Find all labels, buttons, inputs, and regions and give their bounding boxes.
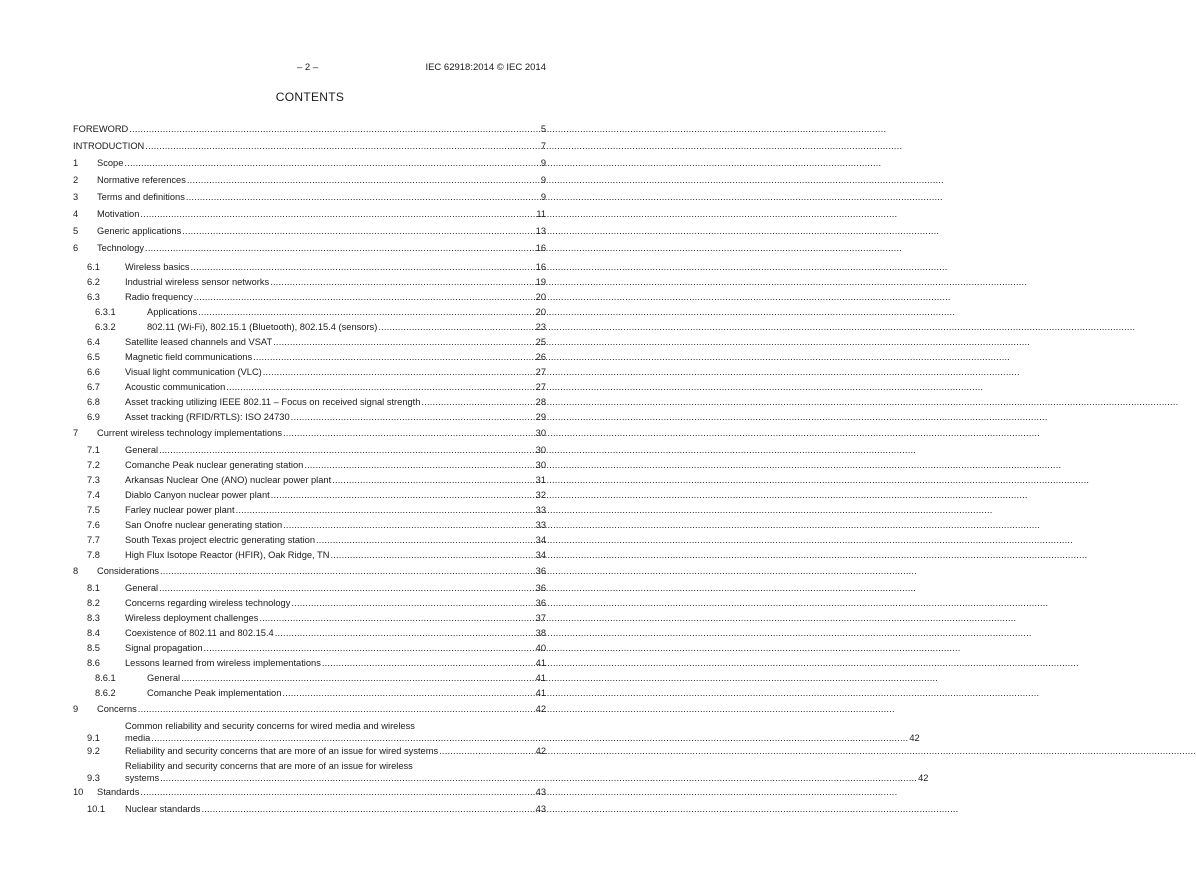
toc-entry-number: 10	[73, 787, 84, 797]
toc-entry-page: 41	[535, 658, 546, 668]
toc-entry-number: 9	[73, 704, 79, 714]
toc-entry-number: 5	[73, 226, 79, 236]
toc-entry[interactable]	[73, 381, 546, 393]
toc-entry-title: San Onofre nuclear generating station	[125, 520, 283, 530]
toc-entry[interactable]	[73, 582, 546, 594]
toc-entry[interactable]	[73, 225, 546, 237]
toc-entry-page: 38	[535, 628, 546, 638]
toc-entry[interactable]	[73, 504, 546, 516]
dot-leader	[151, 732, 908, 744]
toc-entry-title: General	[125, 445, 159, 455]
dot-leader	[182, 225, 939, 237]
toc-entry-number: 8.1	[87, 583, 100, 593]
dot-leader	[186, 191, 943, 203]
toc-entry-number: 7.7	[87, 535, 100, 545]
toc-entry[interactable]	[73, 321, 546, 333]
toc-entry-number: 8	[73, 566, 79, 576]
toc-entry-title: Visual light communication (VLC)	[125, 367, 262, 377]
toc-entry-title: Radio frequency	[125, 292, 193, 302]
toc-entry-title: Lessons learned from wireless implementations	[125, 658, 321, 668]
document-reference: IEC 62918:2014 © IEC 2014	[425, 62, 546, 73]
toc-entry-number: 9.1	[87, 733, 100, 743]
toc-entry-number: 8.6.1	[95, 673, 116, 683]
toc-entry[interactable]	[73, 123, 546, 135]
dot-leader	[263, 366, 1020, 378]
dot-leader	[181, 672, 938, 684]
toc-entry[interactable]	[73, 261, 546, 273]
dot-leader	[291, 411, 1048, 423]
toc-entry-title: Comanche Peak nuclear generating station	[125, 460, 304, 470]
toc-entry-number: 7.1	[87, 445, 100, 455]
toc-entry-number: 1	[73, 158, 79, 168]
toc-entry-number: 6.3.2	[95, 322, 116, 332]
dot-leader	[124, 157, 881, 169]
dot-leader	[282, 687, 1039, 699]
toc-entry[interactable]	[73, 687, 546, 699]
toc-entry-title: INTRODUCTION	[73, 141, 145, 151]
toc-entry-title: Diablo Canyon nuclear power plant	[125, 490, 270, 500]
toc-entry-number: 3	[73, 192, 79, 202]
dot-leader	[316, 534, 1073, 546]
toc-entry-title: Arkansas Nuclear One (ANO) nuclear power plant	[125, 475, 332, 485]
toc-entry-page: 16	[535, 243, 546, 253]
toc-entry[interactable]	[73, 703, 546, 715]
toc-entry-number: 9.2	[87, 746, 100, 756]
toc-entry-page: 7	[540, 141, 546, 151]
toc-entry-number: 8.6.2	[95, 688, 116, 698]
toc-entry-title: Reliability and security concerns that are more of an issue for wired systems	[125, 746, 439, 756]
toc-entry-page: 42	[918, 773, 929, 783]
dot-leader	[330, 549, 1087, 561]
dot-leader	[236, 504, 993, 516]
dot-leader	[259, 612, 1016, 624]
dot-leader	[140, 786, 897, 798]
toc-entry-title-line1: Common reliability and security concerns for wired media and wireless	[125, 721, 415, 731]
toc-entry-title: Signal propagation	[125, 643, 203, 653]
toc-entry[interactable]	[73, 565, 546, 577]
toc-entry-page: 36	[535, 598, 546, 608]
toc-entry-title: Generic applications	[97, 226, 182, 236]
dot-leader	[145, 140, 902, 152]
toc-entry-number: 6.7	[87, 382, 100, 392]
toc-entry-title: Magnetic field communications	[125, 352, 253, 362]
toc-entry-page: 30	[535, 428, 546, 438]
toc-entry-title: Asset tracking (RFID/RTLS): ISO 24730	[125, 412, 290, 422]
toc-entry-title: Comanche Peak implementation	[147, 688, 282, 698]
toc-entry-title: Concerns regarding wireless technology	[125, 598, 291, 608]
toc-entry-number: 7.4	[87, 490, 100, 500]
toc-entry-title: Wireless deployment challenges	[125, 613, 259, 623]
toc-entry-page: 16	[535, 262, 546, 272]
toc-entry-number: 8.2	[87, 598, 100, 608]
toc-entry-number: 8.4	[87, 628, 100, 638]
toc-entry-number: 6.8	[87, 397, 100, 407]
toc-entry-title-line2: media	[125, 733, 151, 743]
toc-entry-number: 7	[73, 428, 79, 438]
toc-entry[interactable]	[73, 745, 546, 757]
toc-entry[interactable]	[73, 396, 546, 408]
dot-leader	[332, 474, 1089, 486]
toc-entry[interactable]	[73, 444, 546, 456]
toc-entry[interactable]	[73, 174, 546, 186]
toc-entry[interactable]	[73, 760, 929, 784]
toc-entry-number: 7.6	[87, 520, 100, 530]
toc-entry-page: 34	[535, 535, 546, 545]
dot-leader	[145, 242, 902, 254]
toc-entry-title: Scope	[97, 158, 124, 168]
dot-leader	[140, 208, 897, 220]
dot-leader	[204, 642, 961, 654]
toc-entry[interactable]	[73, 336, 546, 348]
toc-entry-number: 6.4	[87, 337, 100, 347]
toc-entry-number: 6.5	[87, 352, 100, 362]
dot-leader	[191, 261, 948, 273]
dot-leader	[226, 381, 983, 393]
toc-entry-number: 8.3	[87, 613, 100, 623]
toc-entry[interactable]	[73, 549, 546, 561]
toc-entry-number: 8.6	[87, 658, 100, 668]
dot-leader	[253, 351, 1010, 363]
toc-entry-page: 37	[535, 613, 546, 623]
toc-entry-title: Motivation	[97, 209, 140, 219]
toc-entry-page: 19	[535, 277, 546, 287]
toc-entry-number: 8.5	[87, 643, 100, 653]
toc-entry-title: Coexistence of 802.11 and 802.15.4	[125, 628, 274, 638]
toc-entry-title: General	[147, 673, 181, 683]
toc-entry-page: 29	[535, 412, 546, 422]
toc-entry-title-line2: systems	[125, 773, 160, 783]
contents-title: CONTENTS	[275, 90, 345, 104]
toc-entry[interactable]	[73, 803, 546, 815]
toc-entry[interactable]	[73, 157, 546, 169]
toc-entry-title: Satellite leased channels and VSAT	[125, 337, 273, 347]
toc-entry[interactable]	[73, 366, 546, 378]
toc-entry-number: 2	[73, 175, 79, 185]
toc-entry-page: 11	[536, 209, 546, 219]
dot-leader	[187, 174, 944, 186]
dot-leader	[160, 772, 917, 784]
toc-entry-page: 28	[535, 397, 546, 407]
toc-entry-page: 43	[535, 804, 546, 814]
toc-entry[interactable]	[73, 657, 546, 669]
dot-leader	[201, 803, 958, 815]
page-number: – 2 –	[297, 62, 319, 73]
toc-entry[interactable]	[73, 597, 546, 609]
toc-entry-title: Asset tracking utilizing IEEE 802.11 – Focus on received signal strength	[125, 397, 421, 407]
toc-entry-number: 4	[73, 209, 79, 219]
toc-entry-page: 27	[535, 367, 546, 377]
toc-entry-page: 42	[535, 746, 546, 756]
toc-entry-title: FOREWORD	[73, 124, 129, 134]
dot-leader	[304, 459, 1061, 471]
toc-entry[interactable]	[73, 291, 546, 303]
toc-entry-number: 6.1	[87, 262, 100, 272]
toc-entry-title: Nuclear standards	[125, 804, 201, 814]
dot-leader	[271, 489, 1028, 501]
toc-entry-title: Applications	[147, 307, 198, 317]
toc-entry-number: 6	[73, 243, 79, 253]
toc-entry[interactable]	[73, 720, 920, 744]
toc-entry-number: 10.1	[87, 804, 106, 814]
toc-entry-number: 6.6	[87, 367, 100, 377]
dot-leader	[129, 123, 886, 135]
toc-entry-page: 23	[535, 322, 546, 332]
toc-entry-title: Considerations	[97, 566, 160, 576]
toc-entry-page: 34	[535, 550, 546, 560]
toc-entry[interactable]	[73, 786, 546, 798]
toc-entry[interactable]	[73, 351, 546, 363]
toc-entry-page: 9	[540, 192, 546, 202]
toc-entry-page: 33	[535, 505, 546, 515]
toc-entry-page: 36	[535, 566, 546, 576]
toc-entry-page: 41	[535, 688, 546, 698]
toc-entry-number: 6.3	[87, 292, 100, 302]
toc-entry[interactable]	[73, 411, 546, 423]
toc-entry-page: 40	[535, 643, 546, 653]
toc-entry-number: 7.5	[87, 505, 100, 515]
toc-entry-page: 43	[535, 787, 546, 797]
toc-entry-number: 7.3	[87, 475, 100, 485]
toc-entry-page: 31	[535, 475, 546, 485]
toc-entry-page: 32	[535, 490, 546, 500]
toc-entry-page: 27	[535, 382, 546, 392]
dot-leader	[194, 291, 951, 303]
toc-entry-title: Standards	[97, 787, 140, 797]
toc-entry-title: Concerns	[97, 704, 137, 714]
toc-entry[interactable]	[73, 459, 546, 471]
toc-entry[interactable]	[73, 242, 546, 254]
toc-entry-page: 30	[535, 460, 546, 470]
toc-entry-page: 13	[535, 226, 546, 236]
toc-entry-page: 33	[535, 520, 546, 530]
toc-entry-title: Farley nuclear power plant	[125, 505, 235, 515]
dot-leader	[138, 703, 895, 715]
toc-entry-number: 6.3.1	[95, 307, 116, 317]
toc-entry[interactable]	[73, 140, 546, 152]
toc-entry-page: 20	[535, 292, 546, 302]
toc-entry-title-line1: Reliability and security concerns that are more of an issue for wireless	[125, 761, 413, 771]
dot-leader	[283, 519, 1040, 531]
toc-entry-page: 25	[535, 337, 546, 347]
toc-entry-title: Wireless basics	[125, 262, 190, 272]
toc-entry-page: 30	[535, 445, 546, 455]
toc-entry-title: High Flux Isotope Reactor (HFIR), Oak Ridge, TN	[125, 550, 330, 560]
toc-entry-title: Normative references	[97, 175, 186, 185]
dot-leader	[198, 306, 955, 318]
toc-entry-page: 36	[535, 583, 546, 593]
toc-entry[interactable]	[73, 519, 546, 531]
toc-entry[interactable]	[73, 306, 546, 318]
toc-entry[interactable]	[73, 191, 546, 203]
toc-entry-page: 42	[909, 733, 920, 743]
toc-entry-page: 26	[535, 352, 546, 362]
toc-entry-title: Terms and definitions	[97, 192, 185, 202]
toc-entry[interactable]	[73, 672, 546, 684]
toc-entry-page: 9	[540, 175, 546, 185]
dot-leader	[275, 627, 1032, 639]
dot-leader	[273, 336, 1030, 348]
toc-entry-number: 7.8	[87, 550, 100, 560]
dot-leader	[378, 321, 1135, 333]
toc-entry[interactable]	[73, 627, 546, 639]
toc-entry[interactable]	[73, 612, 546, 624]
toc-entry[interactable]	[73, 208, 546, 220]
toc-entry-page: 5	[540, 124, 546, 134]
toc-entry-title: 802.11 (Wi-Fi), 802.15.1 (Bluetooth), 802.15.4 (sensors)	[147, 322, 378, 332]
dot-leader	[270, 276, 1027, 288]
toc-entry[interactable]	[73, 474, 546, 486]
toc-entry-number: 6.9	[87, 412, 100, 422]
toc-entry-title: Current wireless technology implementations	[97, 428, 282, 438]
page-header	[0, 62, 620, 76]
toc-entry-page: 20	[535, 307, 546, 317]
toc-entry[interactable]	[73, 276, 546, 288]
toc-entry[interactable]	[73, 427, 546, 439]
toc-entry-number: 7.2	[87, 460, 100, 470]
toc-entry-page: 42	[535, 704, 546, 714]
toc-entry[interactable]	[73, 534, 546, 546]
toc-entry-number: 6.2	[87, 277, 100, 287]
dot-leader	[439, 745, 1196, 757]
toc-entry[interactable]	[73, 642, 546, 654]
toc-entry[interactable]	[73, 489, 546, 501]
toc-entry-page: 9	[540, 158, 546, 168]
toc-entry-page: 41	[535, 673, 546, 683]
toc-entry-title: General	[125, 583, 159, 593]
toc-entry-title: Technology	[97, 243, 145, 253]
toc-entry-title: Industrial wireless sensor networks	[125, 277, 270, 287]
toc-entry-title: Acoustic communication	[125, 382, 226, 392]
toc-entry-title: South Texas project electric generating station	[125, 535, 316, 545]
toc-entry-number: 9.3	[87, 773, 100, 783]
dot-leader	[322, 657, 1079, 669]
dot-leader	[283, 427, 1040, 439]
dot-leader	[291, 597, 1048, 609]
